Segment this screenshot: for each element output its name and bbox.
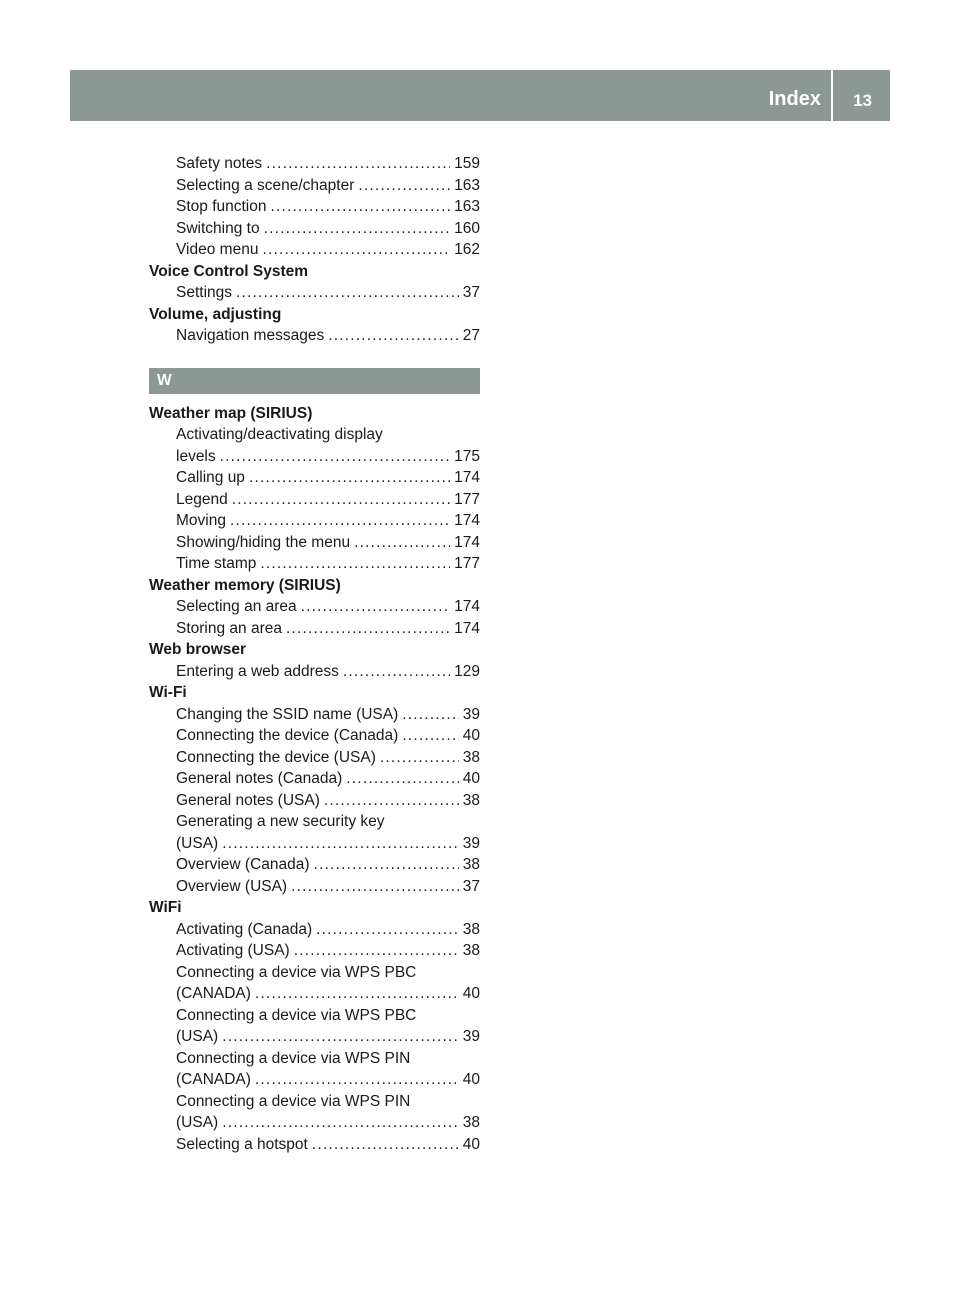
index-subentry-line: Activating/deactivating display xyxy=(176,426,383,443)
subentry-page-number: 159 xyxy=(454,155,480,172)
dot-leader xyxy=(220,446,450,468)
index-subentry[interactable] xyxy=(149,704,480,726)
subentry-label: (USA) xyxy=(176,1028,219,1045)
subentry-label: Showing/hiding the menu xyxy=(176,533,351,551)
index-subentry[interactable] xyxy=(149,175,480,197)
subentry-page-number: 39 xyxy=(462,1028,480,1045)
subentry-label: Video menu xyxy=(176,241,259,258)
dot-leader xyxy=(264,218,451,240)
dot-leader xyxy=(222,833,459,855)
index-heading: WiFi xyxy=(149,899,182,916)
index-subentry[interactable] xyxy=(149,325,480,347)
index-subentry[interactable] xyxy=(149,919,480,941)
dot-leader xyxy=(358,175,450,197)
subentry-page-number: 40 xyxy=(462,1135,480,1153)
index-subentry[interactable] xyxy=(149,1069,480,1091)
subentry-label: Selecting a hotspot xyxy=(176,1135,308,1153)
index-subentry[interactable] xyxy=(149,218,480,240)
subentry-label: Storing an area xyxy=(176,619,282,637)
index-subentry[interactable] xyxy=(149,510,480,532)
subentry-page-number: 162 xyxy=(454,241,480,258)
index-subentry[interactable] xyxy=(149,467,480,489)
index-heading: Voice Control System xyxy=(149,262,309,280)
subentry-label: Activating (USA) xyxy=(176,942,290,959)
section-gap xyxy=(149,347,480,368)
dot-leader xyxy=(291,876,459,898)
subentry-page-number: 163 xyxy=(454,198,480,215)
dot-leader xyxy=(232,489,450,511)
index-subentry[interactable] xyxy=(149,596,480,618)
subentry-page-number: 38 xyxy=(462,856,480,873)
subentry-label: Overview (Canada) xyxy=(176,856,310,873)
subentry-page-number: 39 xyxy=(462,705,480,723)
dot-leader xyxy=(294,940,459,962)
subentry-page-number: 129 xyxy=(454,662,480,680)
dot-leader xyxy=(262,239,450,261)
subentry-page-number: 38 xyxy=(462,920,480,938)
dot-leader xyxy=(328,325,459,347)
index-subentry[interactable] xyxy=(149,489,480,511)
index-subentry[interactable] xyxy=(149,725,480,747)
index-subentry[interactable] xyxy=(149,983,480,1005)
dot-leader xyxy=(255,1069,459,1091)
dot-leader xyxy=(354,532,450,554)
subentry-page-number: 39 xyxy=(462,834,480,852)
index-subentry[interactable] xyxy=(149,553,480,575)
subentry-page-number: 177 xyxy=(454,490,480,508)
subentry-label: General notes (USA) xyxy=(176,791,320,809)
subentry-label: Time stamp xyxy=(176,555,257,572)
subentry-label: Selecting an area xyxy=(176,598,297,615)
index-subentry[interactable] xyxy=(149,747,480,769)
page-number: 13 xyxy=(853,91,872,110)
subentry-label: (CANADA) xyxy=(176,1071,251,1088)
subentry-page-number: 174 xyxy=(454,469,480,486)
index-subentry[interactable] xyxy=(149,790,480,812)
subentry-page-number: 40 xyxy=(462,985,480,1002)
subentry-page-number: 38 xyxy=(462,748,480,766)
index-subentry[interactable] xyxy=(149,239,480,261)
index-subentry[interactable] xyxy=(149,446,480,468)
subentry-label: Calling up xyxy=(176,469,245,486)
dot-leader xyxy=(255,983,459,1005)
dot-leader xyxy=(260,553,450,575)
index-heading: Weather map (SIRIUS) xyxy=(149,404,313,422)
dot-leader xyxy=(249,467,450,489)
index-subentry[interactable] xyxy=(149,940,480,962)
subentry-label: (USA) xyxy=(176,1114,219,1131)
index-heading: Web browser xyxy=(149,641,247,658)
subentry-page-number: 177 xyxy=(454,555,480,572)
index-subentry[interactable] xyxy=(149,1112,480,1134)
index-heading: Weather memory (SIRIUS) xyxy=(149,576,341,594)
index-subentry[interactable] xyxy=(149,833,480,855)
dot-leader xyxy=(346,768,458,790)
subentry-label: Navigation messages xyxy=(176,327,325,344)
index-subentry-line: Connecting a device via WPS PIN xyxy=(176,1092,411,1110)
dot-leader xyxy=(270,196,450,218)
page-header-bar xyxy=(70,70,890,121)
dot-leader xyxy=(380,747,459,769)
subentry-page-number: 37 xyxy=(462,877,480,895)
subentry-label: Switching to xyxy=(176,219,260,237)
subentry-page-number: 38 xyxy=(462,791,480,809)
dot-leader xyxy=(316,919,459,941)
letter-heading: W xyxy=(149,368,480,394)
index-subentry-line: Connecting a device via WPS PIN xyxy=(176,1049,411,1067)
subentry-label: Moving xyxy=(176,512,226,529)
subentry-label: levels xyxy=(176,447,216,465)
dot-leader xyxy=(324,790,459,812)
subentry-label: Stop function xyxy=(176,198,267,215)
index-heading: Wi-Fi xyxy=(149,684,187,701)
index-subentry-line: Generating a new security key xyxy=(176,813,385,830)
index-subentry[interactable] xyxy=(149,854,480,876)
subentry-page-number: 40 xyxy=(462,1071,480,1088)
subentry-label: Settings xyxy=(176,284,233,301)
subentry-label: Overview (USA) xyxy=(176,877,288,895)
index-subentry[interactable] xyxy=(149,1134,480,1156)
index-subentry[interactable] xyxy=(149,153,480,175)
dot-leader xyxy=(402,704,458,726)
subentry-page-number: 174 xyxy=(454,512,480,529)
subentry-label: General notes (Canada) xyxy=(176,770,343,787)
dot-leader xyxy=(343,661,450,683)
subentry-label: Entering a web address xyxy=(176,662,339,680)
dot-leader xyxy=(301,596,450,618)
dot-leader xyxy=(236,282,459,304)
subentry-page-number: 174 xyxy=(454,533,480,551)
subentry-page-number: 40 xyxy=(462,727,480,744)
section-title: Index xyxy=(768,88,821,110)
index-subentry[interactable] xyxy=(149,876,480,898)
subentry-page-number: 40 xyxy=(462,770,480,787)
header-divider xyxy=(831,70,833,121)
subentry-page-number: 175 xyxy=(454,447,480,465)
dot-leader xyxy=(230,510,450,532)
subentry-page-number: 37 xyxy=(462,284,480,301)
subentry-page-number: 160 xyxy=(454,219,480,237)
subentry-label: (CANADA) xyxy=(176,985,251,1002)
index-subentry[interactable] xyxy=(149,196,480,218)
subentry-page-number: 174 xyxy=(454,598,480,615)
index-heading: Volume, adjusting xyxy=(149,305,282,323)
index-subentry[interactable] xyxy=(149,618,480,640)
subentry-page-number: 174 xyxy=(454,619,480,637)
dot-leader xyxy=(402,725,458,747)
dot-leader xyxy=(266,153,450,175)
subentry-label: Legend xyxy=(176,490,228,508)
subentry-page-number: 27 xyxy=(462,327,480,344)
subentry-page-number: 38 xyxy=(462,942,480,959)
dot-leader xyxy=(312,1134,459,1156)
subentry-label: Changing the SSID name (USA) xyxy=(176,705,399,723)
index-subentry[interactable] xyxy=(149,1026,480,1048)
index-subentry[interactable] xyxy=(149,282,480,304)
dot-leader xyxy=(222,1112,459,1134)
subentry-page-number: 38 xyxy=(462,1114,480,1131)
subentry-label: Selecting a scene/chapter xyxy=(176,176,355,194)
index-subentry-line: Connecting a device via WPS PBC xyxy=(176,1006,417,1024)
dot-leader xyxy=(222,1026,459,1048)
index-subentry[interactable] xyxy=(149,661,480,683)
dot-leader xyxy=(314,854,459,876)
dot-leader xyxy=(286,618,450,640)
subentry-page-number: 163 xyxy=(454,176,480,194)
index-subentry[interactable] xyxy=(149,768,480,790)
index-subentry[interactable] xyxy=(149,532,480,554)
subentry-label: Connecting the device (USA) xyxy=(176,748,376,766)
subentry-label: (USA) xyxy=(176,834,219,852)
index-subentry-line: Connecting a device via WPS PBC xyxy=(176,963,417,981)
subentry-label: Connecting the device (Canada) xyxy=(176,727,399,744)
subentry-label: Safety notes xyxy=(176,155,263,172)
index-column xyxy=(149,153,480,1155)
subentry-label: Activating (Canada) xyxy=(176,920,313,938)
